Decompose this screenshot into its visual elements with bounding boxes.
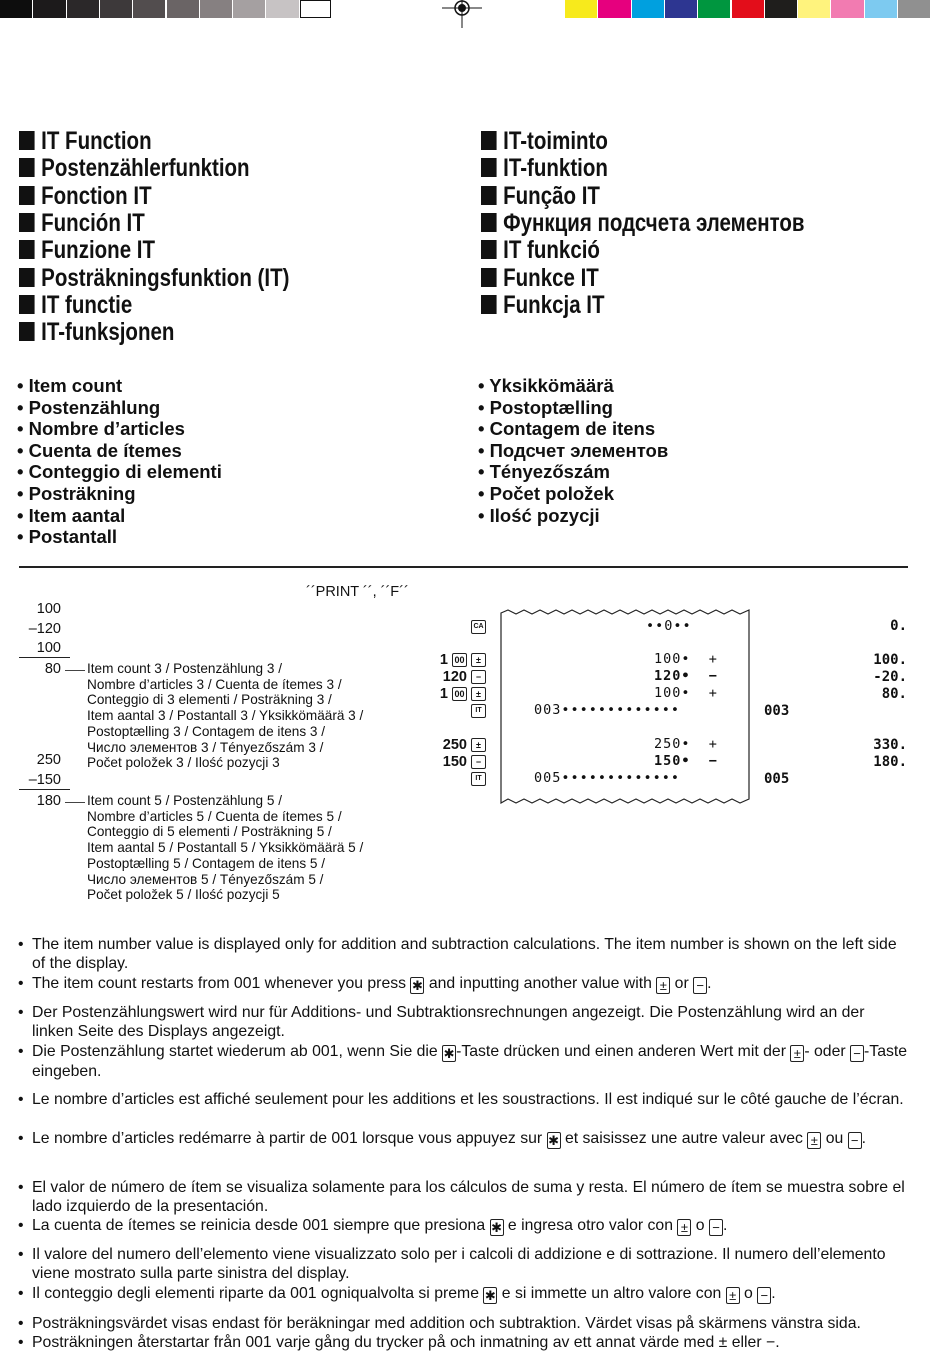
display-value: 180. <box>873 754 907 770</box>
value-4: 250 <box>36 752 61 768</box>
note-it-1: • Il valore del numero dell’elemento viene visualizzato solo per i calcoli di addizione e di sottrazione. Il numero dell’elemento viene mostrato sulla parte sinistra del display. <box>18 1246 886 1283</box>
section-heading <box>19 292 132 319</box>
display-value: -20. <box>873 669 907 685</box>
value-1: 100 <box>36 601 61 617</box>
color-swatch <box>732 0 764 18</box>
heading-text: Función IT <box>41 208 145 237</box>
key-input: 1 <box>439 686 448 702</box>
key-input: 120 <box>442 669 467 685</box>
item-text: Posträkning <box>28 483 136 504</box>
section-heading <box>19 183 152 210</box>
tape-line: 250• + <box>654 736 718 752</box>
square-bullet-icon <box>481 240 497 259</box>
square-bullet-icon <box>19 131 35 150</box>
item-label <box>17 483 136 505</box>
double-zero-key-icon: 00 <box>452 687 467 701</box>
tape-line: 100• + <box>654 651 718 667</box>
bullet: • <box>478 439 490 461</box>
plus-key-icon: ± <box>790 1045 804 1062</box>
square-bullet-icon <box>481 295 497 314</box>
heading-text: Funkce IT <box>503 263 599 292</box>
item-text: Postoptælling <box>489 396 613 418</box>
square-bullet-icon <box>19 295 35 314</box>
heading-text: IT functie <box>41 290 133 319</box>
tape-line: 005••••••••••••• <box>534 770 681 786</box>
square-bullet-icon <box>19 322 35 341</box>
item-label <box>478 483 614 505</box>
color-swatch <box>632 0 664 18</box>
heading-text: IT-funksjonen <box>41 318 175 347</box>
heading-text: IT-funktion <box>503 154 608 183</box>
square-bullet-icon <box>19 158 35 177</box>
section-heading <box>481 210 805 237</box>
key-input: 1 <box>439 652 448 668</box>
section-heading <box>481 265 599 292</box>
item-text: Ilość pozycji <box>489 504 600 526</box>
ca-key-icon: CA <box>471 620 486 634</box>
asterisk-key-icon: ✱ <box>411 978 423 993</box>
item-label <box>17 440 182 462</box>
note-fr-1: • Le nombre d’articles est affiché seulement pour les additions et les soustractions. Il est indiqué sur le côté gauche de l’écran. <box>18 1091 904 1108</box>
heading-text: IT Function <box>41 127 152 155</box>
item-text: Yksikkömäärä <box>489 375 614 396</box>
double-zero-key-icon: 00 <box>452 653 467 667</box>
bullet: • <box>17 483 29 504</box>
note-sv-1: • Posträkningsvärdet visas endast för beräkningar med addition och subtraktion. Värdet visas på skärmens vänstra sida. <box>18 1315 861 1332</box>
heading-text: Funzione IT <box>41 236 156 265</box>
gray-swatch <box>133 0 165 18</box>
section-heading <box>19 155 250 182</box>
bullet: • <box>478 396 490 418</box>
leader-line <box>65 802 85 803</box>
square-bullet-icon <box>481 268 497 287</box>
item-label <box>17 375 122 397</box>
print-mode-label: ´´PRINT ´´, ´´F´´ <box>306 584 409 600</box>
section-divider <box>19 566 908 568</box>
color-swatch <box>665 0 697 18</box>
plus-key-icon: ± <box>471 687 486 701</box>
asterisk-key-icon: ✱ <box>491 1220 502 1235</box>
description-count-3 <box>87 661 363 771</box>
description-line: Число элементов 3 / Tényezőszám 3 / <box>87 739 324 755</box>
square-bullet-icon <box>481 186 497 205</box>
square-bullet-icon <box>19 268 35 287</box>
registration-mark-icon <box>442 0 482 28</box>
square-bullet-icon <box>481 213 497 232</box>
color-swatch <box>598 0 630 18</box>
item-label <box>478 397 613 419</box>
minus-key-icon: − <box>471 755 486 769</box>
color-swatch <box>798 0 830 18</box>
item-text: Contagem de itens <box>489 418 656 440</box>
value-2: –120 <box>28 621 61 637</box>
item-label <box>17 505 125 527</box>
heading-text: Fonction IT <box>41 181 152 210</box>
description-line: Item count 5 / Postenzählung 5 / <box>87 793 282 808</box>
tape-line: 100• + <box>654 685 718 701</box>
gray-swatch <box>33 0 65 18</box>
description-line: Počet položek 5 / Ilość pozycji 5 <box>87 887 280 903</box>
color-swatch <box>765 0 797 18</box>
section-heading <box>481 292 605 319</box>
item-label <box>17 397 160 419</box>
item-label <box>478 418 655 440</box>
key-row-2 <box>405 669 486 685</box>
key-row-3 <box>405 686 486 702</box>
description-line: Conteggio di 5 elementi / Posträkning 5 / <box>87 824 332 840</box>
square-bullet-icon <box>481 158 497 177</box>
description-count-5 <box>87 793 363 903</box>
heading-text: Função IT <box>503 181 600 210</box>
result-2: 180 <box>36 793 61 809</box>
item-label <box>17 461 222 483</box>
display-value: 80. <box>881 686 907 702</box>
color-swatch <box>865 0 897 18</box>
plus-key-icon: ± <box>656 977 670 994</box>
minus-key-icon: − <box>850 1045 864 1062</box>
key-input: 250 <box>442 737 467 753</box>
heading-text: IT-toiminto <box>503 127 608 155</box>
description-line: Nombre d’articles 3 / Cuenta de ítemes 3 / <box>87 676 342 692</box>
item-label <box>17 526 117 548</box>
tape-line: 120• − <box>654 668 718 684</box>
bullet: • <box>478 483 490 504</box>
display-value: 100. <box>873 652 907 668</box>
description-line: Postoptælling 5 / Contagem de itens 5 / <box>87 855 326 871</box>
item-text: Tényezőszám <box>489 461 610 483</box>
bullet: • <box>17 439 29 461</box>
bullet: • <box>478 418 490 440</box>
gray-swatch <box>200 0 232 18</box>
asterisk-key-icon: ✱ <box>484 1288 496 1303</box>
heading-text: Posträkningsfunktion (IT) <box>41 263 290 292</box>
bullet: • <box>478 504 490 526</box>
description-line: Число элементов 5 / Tényezőszám 5 / <box>87 871 324 887</box>
sum-underline <box>19 657 70 658</box>
color-swatch <box>831 0 863 18</box>
section-heading <box>19 319 174 346</box>
key-row-6 <box>405 754 486 770</box>
section-heading <box>481 183 600 210</box>
square-bullet-icon <box>481 131 497 150</box>
square-bullet-icon <box>19 240 35 259</box>
tape-line: ••0•• <box>646 618 692 634</box>
heading-text: Функция подсчета элементов <box>503 208 805 237</box>
plus-key-icon: ± <box>726 1287 740 1304</box>
heading-text: IT funkció <box>503 236 600 265</box>
gray-swatch <box>266 0 298 18</box>
section-heading <box>481 237 600 264</box>
plus-key-icon: ± <box>677 1219 691 1236</box>
key-row-7 <box>405 771 486 787</box>
description-line: Item aantal 5 / Postantall 5 / Yksikkömäärä 5 / <box>87 840 364 856</box>
gray-swatch <box>167 0 199 18</box>
it-key-icon: IT <box>471 704 486 718</box>
gray-swatch <box>300 0 331 18</box>
item-text: Postantall <box>28 526 118 548</box>
minus-key-icon: − <box>848 1132 862 1149</box>
plus-key-icon: ± <box>471 653 486 667</box>
display-value: 0. <box>890 618 907 634</box>
bullet: • <box>17 375 29 396</box>
result-1: 80 <box>44 661 61 677</box>
item-label <box>478 440 668 462</box>
asterisk-key-icon: ✱ <box>443 1046 455 1061</box>
item-label <box>478 461 610 483</box>
key-input: 150 <box>442 754 467 770</box>
item-text: Cuenta de ítemes <box>28 439 182 461</box>
display-count: 003 <box>764 703 790 719</box>
minus-key-icon: − <box>709 1219 723 1236</box>
tape-line: 003••••••••••••• <box>534 702 681 718</box>
plus-key-icon: ± <box>471 738 486 752</box>
bullet: • <box>17 526 29 548</box>
heading-text: Funkcja IT <box>503 290 605 319</box>
sum-underline <box>19 789 70 790</box>
display-value: 330. <box>873 737 907 753</box>
minus-key-icon: − <box>693 977 707 994</box>
item-label <box>478 505 600 527</box>
bullet: • <box>17 418 29 440</box>
gray-swatch <box>233 0 265 18</box>
square-bullet-icon <box>19 186 35 205</box>
description-line: Postoptælling 3 / Contagem de itens 3 / <box>87 723 326 739</box>
section-heading <box>481 155 608 182</box>
bullet: • <box>478 461 490 483</box>
note-es-2: • La cuenta de ítemes se reinicia desde 001 siempre que presiona ✱ e ingresa otro valor con ± o − . <box>18 1217 728 1235</box>
color-swatch <box>565 0 597 18</box>
note-de-1: • Der Postenzählungswert wird nur für Additions- und Subtraktionsrechnungen angezeigt. Die Postenzählung wird an der linken Seite des Displays angezeigt. <box>18 1004 865 1041</box>
key-row-5 <box>405 737 486 753</box>
bullet: • <box>17 504 29 526</box>
bullet: • <box>478 375 490 396</box>
display-count: 005 <box>764 771 790 787</box>
plus-key-icon: ± <box>807 1132 821 1149</box>
description-line: Počet položek 3 / Ilość pozycji 3 <box>87 755 280 771</box>
key-ca-row <box>440 619 486 635</box>
gray-swatch <box>67 0 99 18</box>
item-label <box>478 375 614 397</box>
color-swatch <box>898 0 930 18</box>
value-3: 100 <box>36 640 61 656</box>
gray-swatch <box>0 0 32 18</box>
section-heading <box>19 128 152 155</box>
note-sv-2: • Posträkningen återstartar från 001 varje gång du trycker på och inmatning av ett annat värde med ± eller −. <box>18 1334 780 1351</box>
bullet: • <box>17 461 29 483</box>
color-swatch <box>698 0 730 18</box>
heading-text: Postenzählerfunktion <box>41 154 250 183</box>
minus-key-icon: − <box>471 670 486 684</box>
minus-key-icon: − <box>757 1287 771 1304</box>
it-key-icon: IT <box>471 772 486 786</box>
section-heading <box>481 128 608 155</box>
item-text: Item aantal <box>28 504 126 526</box>
asterisk-key-icon: ✱ <box>548 1133 560 1148</box>
note-es-1: • El valor de número de ítem se visualiza solamente para los cálculos de suma y resta. El número de ítem se muestra sobre el lado izquierdo de la presentación. <box>18 1179 905 1216</box>
item-label <box>17 418 185 440</box>
gray-swatch <box>100 0 132 18</box>
note-fr-2: • Le nombre d’articles redémarre à partir de 001 lorsque vous appuyez sur ✱ et saisissez une autre valeur avec ± ou − . <box>18 1130 867 1148</box>
value-5: –150 <box>28 772 61 788</box>
section-heading <box>19 237 155 264</box>
key-row-1 <box>405 652 486 668</box>
key-row-4 <box>405 703 486 719</box>
square-bullet-icon <box>19 213 35 232</box>
item-text: Conteggio di elementi <box>28 461 222 483</box>
section-heading <box>19 210 145 237</box>
leader-line <box>65 670 85 671</box>
tape-line: 150• − <box>654 753 718 769</box>
note-en-2: • The item count restarts from 001 whenever you press ✱ and inputting another value with ± or − . <box>18 975 712 993</box>
item-text: Подсчет элементов <box>489 439 669 461</box>
item-text: Item count <box>28 375 123 396</box>
description-line: Item count 3 / Postenzählung 3 / <box>87 661 282 676</box>
note-it-2: • Il conteggio degli elementi riparte da 001 ogniqualvolta si preme ✱ e si immette un altro valore con ± o − . <box>18 1285 776 1303</box>
item-text: Počet položek <box>489 483 615 504</box>
item-text: Postenzählung <box>28 396 161 418</box>
note-en-1: • The item number value is displayed only for addition and subtraction calculations. The item number is shown on the left side of the display. <box>18 936 897 973</box>
description-line: Conteggio di 3 elementi / Posträkning 3 / <box>87 692 332 708</box>
bullet: • <box>17 396 29 418</box>
description-line: Item aantal 3 / Postantall 3 / Yksikkömäärä 3 / <box>87 708 364 724</box>
description-line: Nombre d’articles 5 / Cuenta de ítemes 5 / <box>87 808 342 824</box>
item-text: Nombre d’articles <box>28 418 185 440</box>
note-de-2: • Die Postenzählung startet wiederum ab 001, wenn Sie die ✱-Taste drücken und einen anderen Wert mit der ± - oder − -Taste eingeben. <box>18 1043 908 1080</box>
section-heading <box>19 265 289 292</box>
